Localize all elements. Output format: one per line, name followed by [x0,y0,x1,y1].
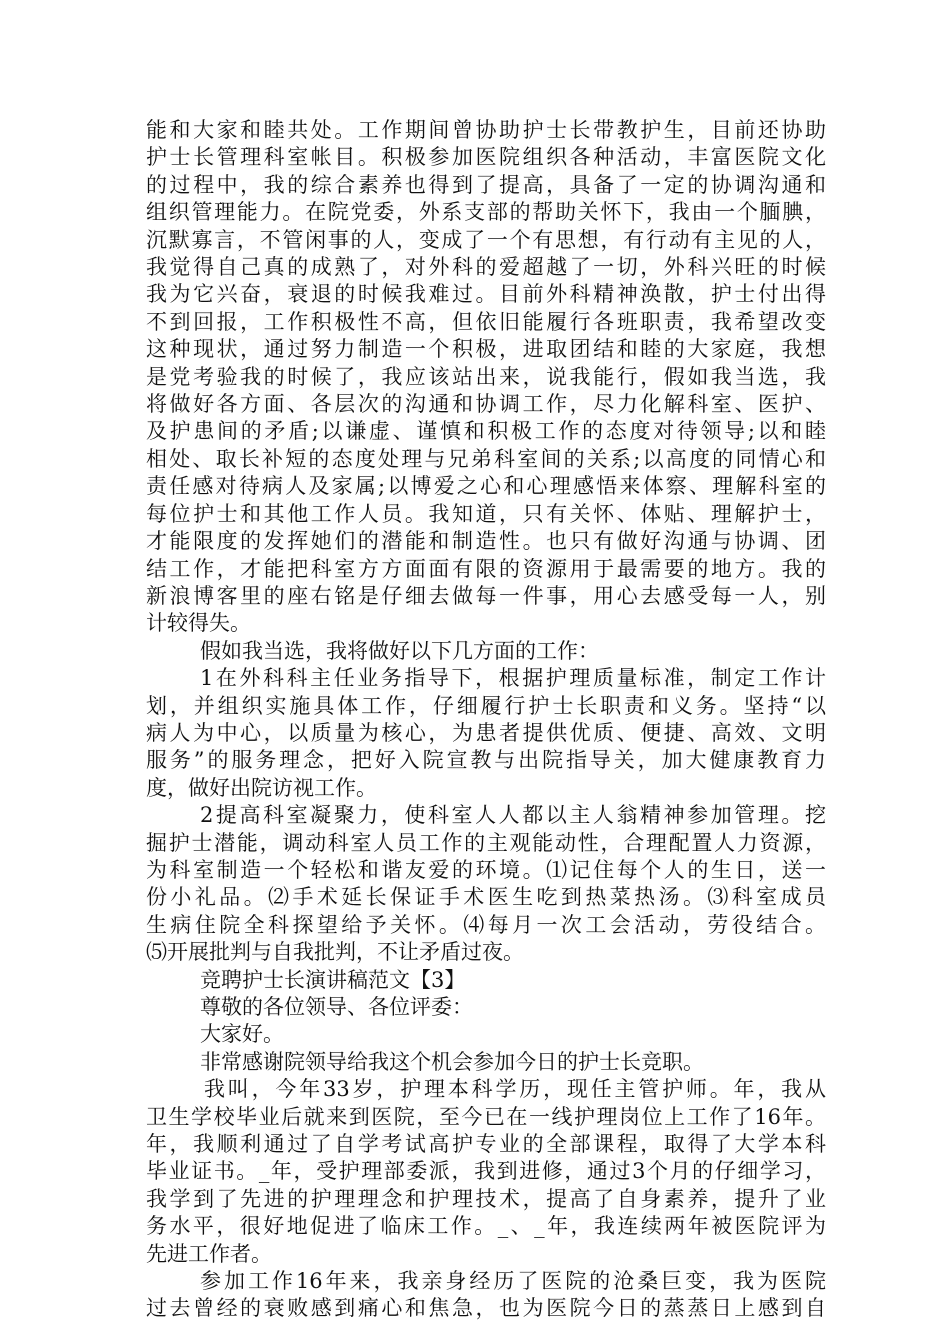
text-line: 能和大家和睦共处。工作期间曾协助护士长带教护生，目前还协助 [146,118,826,142]
text-line: 尊敬的各位领导、各位评委： [200,995,473,1019]
document-body [146,117,826,1323]
text-line: 才能限度的发挥她们的潜能和制造性。也只有做好沟通与协调、团 [146,529,826,554]
text-line: 过去曾经的衰败感到痛心和焦急，也为医院今日的蒸蒸日上感到自 [146,1296,826,1321]
text-line: 不到回报，工作积极性不高，但依旧能履行各班职责，我希望改变 [146,309,826,334]
text-line: 生病住院全科探望给予关怀。⑷每月一次工会活动，劳役结合。 [146,912,826,937]
text-line: 为科室制造一个轻松和谐友爱的环境。⑴记住每个人的生日，送一 [146,857,826,882]
text-line: 及护患间的矛盾;以谦虚、谨慎和积极工作的态度对待领导;以和睦 [146,419,826,444]
text-line: 掘护士潜能，调动科室人员工作的主观能动性，合理配置人力资源， [146,830,826,855]
text-line: 非常感谢院领导给我这个机会参加今日的护士长竞职。 [200,1049,704,1074]
text-line: 服务”的服务理念，把好入院宣教与出院指导关，加大健康教育力 [146,748,826,773]
text-line: 划，并组织实施具体工作，仔细履行护士长职责和义务。坚持“以 [146,693,826,718]
text-line: 假如我当选，我将做好以下几方面的工作： [200,638,599,663]
text-line: 我叫，今年33岁，护理本科学历，现任主管护师。年，我从 [204,1077,826,1102]
text-line: 责任感对待病人及家属;以博爱之心和心理感悟来体察、理解科室的 [146,474,826,499]
text-line: 份小礼品。⑵手术延长保证手术医生吃到热菜热汤。⑶科室成员 [146,885,826,910]
text-line: 先进工作者。 [146,1241,272,1266]
text-line: 大家好。 [200,1022,284,1047]
text-line: 我为它兴奋，衰退的时候我难过。目前外科精神涣散，护士付出得 [146,282,826,307]
text-line: 我觉得自己真的成熟了，对外科的爱超越了一切，外科兴旺的时候 [146,255,826,280]
text-line: ⑸开展批判与自我批判，不让矛盾过夜。 [146,940,524,965]
text-line: 病人为中心，以质量为核心，为患者提供优质、便捷、高效、文明 [146,720,826,745]
text-line: 卫生学校毕业后就来到医院，至今已在一线护理岗位上工作了16年。 [146,1104,826,1129]
text-line: 的过程中，我的综合素养也得到了提高，具备了一定的协调沟通和 [146,172,826,197]
text-line: 这种现状，通过努力制造一个积极，进取团结和睦的大家庭，我想 [146,337,826,362]
text-line: 组织管理能力。在院党委，外系支部的帮助关怀下，我由一个腼腆， [146,200,826,225]
text-line: 竞聘护士长演讲稿范文【3】 [200,967,466,992]
text-line: 新浪博客里的座右铭是仔细去做每一件事，用心去感受每一人，别 [146,583,826,608]
text-line: 我学到了先进的护理理念和护理技术，提高了自身素养，提升了业 [146,1186,826,1211]
text-line: 每位护士和其他工作人员。我知道，只有关怀、体贴、理解护士， [146,501,826,526]
text-line: 1在外科科主任业务指导下，根据护理质量标准，制定工作计 [200,666,826,691]
text-line: 2提高科室凝聚力，使科室人人都以主人翁精神参加管理。挖 [200,803,826,828]
text-line: 结工作，才能把科室方方面面有限的资源用于最需要的地方。我的 [146,556,826,581]
text-line: 将做好各方面、各层次的沟通和协调工作，尽力化解科室、医护、 [146,392,826,417]
text-line: 沉默寡言，不管闲事的人，变成了一个有思想，有行动有主见的人， [146,227,826,252]
text-line: 相处、取长补短的态度处理与兄弟科室间的关系;以高度的同情心和 [146,446,826,471]
text-line: 计较得失。 [146,611,251,636]
text-line: 是党考验我的时候了，我应该站出来，说我能行，假如我当选，我 [146,364,826,389]
text-line: 毕业证书。_年，受护理部委派，我到进修，通过3个月的仔细学习， [146,1159,826,1184]
text-line: 务水平，很好地促进了临床工作。_、_年，我连续两年被医院评为 [146,1214,826,1239]
text-line: 年，我顺利通过了自学考试高护专业的全部课程，取得了大学本科 [146,1132,826,1157]
text-line: 护士长管理科室帐目。积极参加医院组织各种活动，丰富医院文化 [146,145,826,170]
text-line: 度，做好出院访视工作。 [146,775,377,800]
text-line: 参加工作16年来，我亲身经历了医院的沧桑巨变，我为医院 [200,1269,826,1294]
